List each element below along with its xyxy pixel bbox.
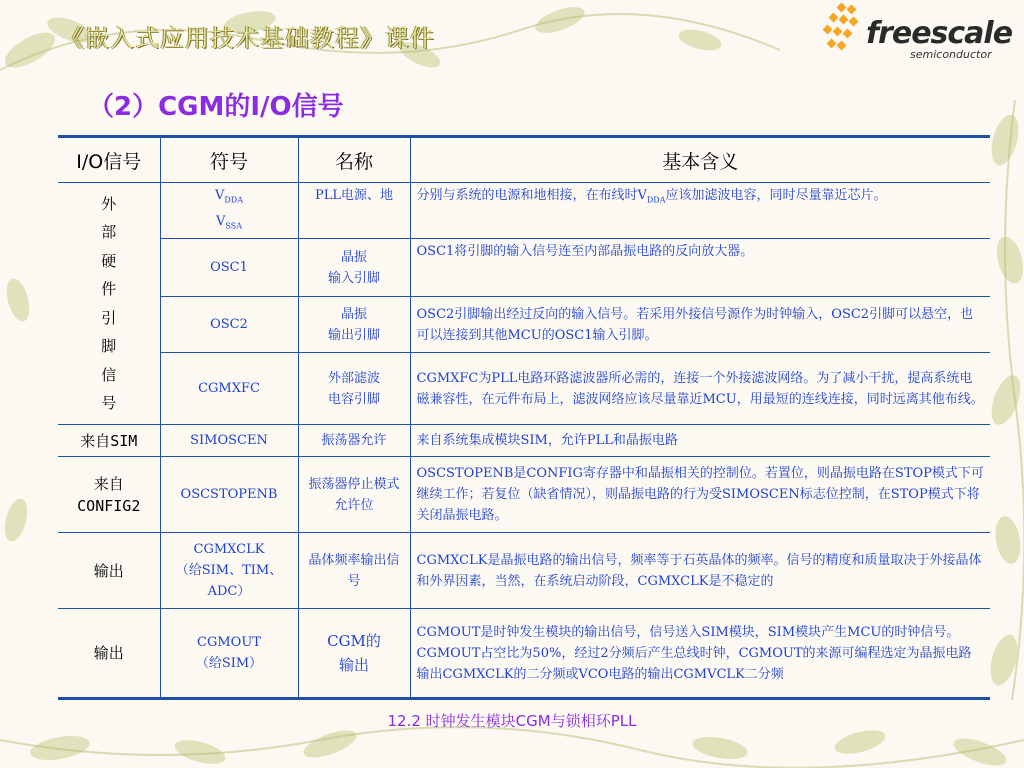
name-cell: 振荡器停止模式允许位: [298, 457, 410, 533]
description-text: 分别与系统的电源和地相接，在布线时V: [416, 188, 647, 203]
slide-heading: （2）CGM的I/O信号: [88, 92, 344, 122]
table-header-row: [58, 137, 990, 183]
name-line: CGM的: [327, 632, 381, 651]
description-sub: DDA: [646, 195, 666, 205]
name-cell: [298, 353, 410, 425]
header-name: 名称: [298, 137, 410, 183]
category-cell: [58, 457, 160, 533]
category-cell: 输出: [58, 533, 160, 609]
logo-wordmark: freescale: [866, 16, 1013, 51]
name-cell: 振荡器允许: [298, 425, 410, 457]
category-char: 硬: [101, 251, 117, 270]
description-cell: CGMXFC为PLL电路环路滤波器所必需的，连接一个外接滤波网络。为了减小干扰，提高系统电磁兼容性，在元件布局上，滤波网络应该尽量靠近MCU，用最短的连线连接，同时远离其他布线。: [410, 353, 990, 425]
symbol-line: CGMOUT: [197, 635, 261, 651]
name-line: 晶振: [340, 306, 367, 322]
freescale-logo: [818, 2, 1018, 72]
description-cell: OSC1将引脚的输入信号连至内部晶振电路的反向放大器。: [410, 239, 990, 297]
table-row: [58, 425, 990, 457]
category-char: 部: [101, 223, 117, 242]
symbol-vssa-sub: SSA: [225, 221, 242, 231]
description-cell: CGMOUT是时钟发生模块的输出信号，信号送入SIM模块，SIM模块产生MCU的时钟信号。CGMOUT占空比为50%，经过2分频后产生总线时钟，CGMOUT的来源可编程选定为晶振电路输出CGMXCLK的二分频或VCO电路的输出CGMVCLK二分频: [410, 609, 990, 699]
symbol-cell: [160, 533, 298, 609]
category-char: 脚: [101, 337, 117, 356]
io-signal-table: [58, 135, 990, 700]
name-cell: 晶体频率输出信号: [298, 533, 410, 609]
table-row: [58, 609, 990, 699]
symbol-cell: [160, 609, 298, 699]
category-external-pins: [58, 183, 160, 425]
table-row: [58, 297, 990, 353]
name-line: 输出引脚: [327, 327, 380, 343]
logo-subtitle: semiconductor: [910, 48, 992, 61]
header-meaning: 基本含义: [410, 137, 990, 183]
category-line: CONFIG2: [77, 496, 141, 515]
name-cell: PLL电源、地: [298, 183, 410, 239]
table-row: [58, 183, 990, 239]
description-cell: 来自系统集成模块SIM，允许PLL和晶振电路: [410, 425, 990, 457]
name-line: 输出: [338, 656, 369, 675]
symbol-line: CGMXCLK: [193, 542, 265, 558]
course-title: 《嵌入式应用技术基础教程》课件: [60, 24, 435, 52]
symbol-cell: OSCSTOPENB: [160, 457, 298, 533]
description-text: 应该加滤波电容，同时尽量靠近芯片。: [665, 188, 887, 203]
name-line: 电容引脚: [327, 391, 380, 407]
name-cell: [298, 239, 410, 297]
category-cell: 输出: [58, 609, 160, 699]
header-symbol: 符号: [160, 137, 298, 183]
name-line: 输入引脚: [327, 270, 380, 286]
description-cell: OSCSTOPENB是CONFIG寄存器中和晶振相关的控制位。若置位，则晶振电路在STOP模式下可继续工作；若复位（缺省情况），则晶振电路的行为受SIMOSCEN标志位控制，在STOP模式下将关闭晶振电路。: [410, 457, 990, 533]
category-cell: 来自SIM: [58, 425, 160, 457]
table-row: [58, 533, 990, 609]
symbol-vdda-sub: DDA: [224, 195, 243, 205]
symbol-line: （给SIM）: [195, 656, 263, 672]
description-cell: OSC2引脚输出经过反向的输入信号。若采用外接信号源作为时钟输入，OSC2引脚可以悬空，也可以连接到其他MCU的OSC1输入引脚。: [410, 297, 990, 353]
description-cell: [410, 183, 990, 239]
symbol-cell: SIMOSCEN: [160, 425, 298, 457]
name-line: 晶振: [340, 249, 367, 265]
description-cell: CGMXCLK是晶振电路的输出信号，频率等于石英晶体的频率。信号的精度和质量取决于外接晶体和外界因素，当然，在系统启动阶段，CGMXCLK是不稳定的: [410, 533, 990, 609]
name-cell: [298, 297, 410, 353]
name-cell: [298, 609, 410, 699]
table-row: [58, 353, 990, 425]
category-char: 外: [101, 194, 117, 213]
symbol-cell: OSC2: [160, 297, 298, 353]
slide-footer: 12.2 时钟发生模块CGM与锁相环PLL: [387, 712, 637, 730]
symbol-cell: OSC1: [160, 239, 298, 297]
category-char: 件: [101, 280, 117, 299]
category-line: 来自: [93, 474, 124, 493]
table-row: [58, 457, 990, 533]
table-row: [58, 239, 990, 297]
symbol-vdda: V: [215, 188, 225, 203]
symbol-line: （给SIM、TIM、ADC）: [175, 563, 283, 600]
symbol-cell: [160, 183, 298, 239]
header-io-signal: I/O信号: [58, 137, 160, 183]
category-char: 引: [101, 308, 117, 327]
freescale-logo-icon: [818, 2, 866, 58]
symbol-vssa: V: [216, 213, 226, 229]
category-char: 号: [101, 394, 117, 413]
name-line: 外部滤波: [327, 370, 380, 386]
category-char: 信: [101, 365, 117, 384]
symbol-cell: CGMXFC: [160, 353, 298, 425]
